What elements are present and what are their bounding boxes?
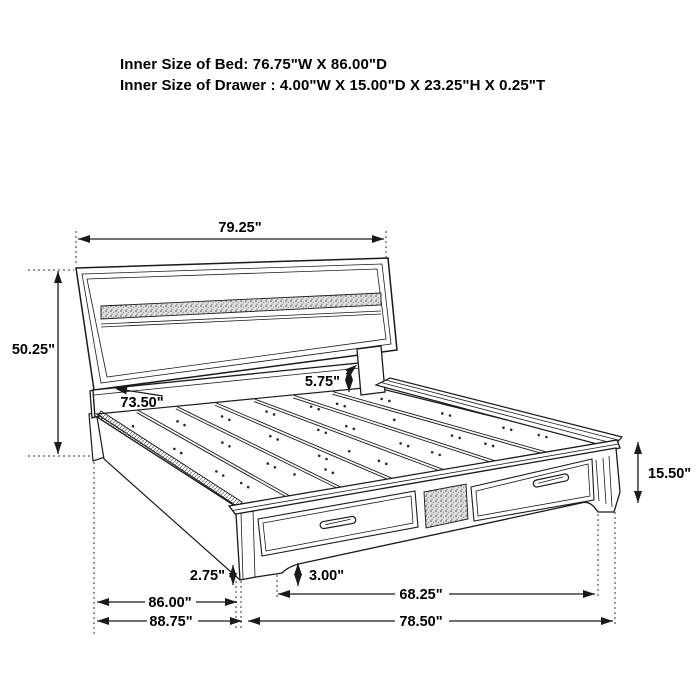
dim-footboard-height (634, 442, 691, 503)
drawer-inner-size-text: Inner Size of Drawer : 4.00"W X 15.00"D X 23.25"H X 0.25"T (120, 77, 546, 94)
headboard-right-post (357, 346, 385, 395)
dim-label-rail-height: 5.75" (304, 374, 340, 390)
bed-inner-size-text: Inner Size of Bed: 76.75"W X 86.00"D (120, 56, 388, 73)
dim-label-footboard-width: 78.50" (399, 614, 443, 630)
dim-label-overall-depth: 88.75" (149, 614, 193, 630)
dim-drawer-rail-span (278, 587, 595, 603)
dim-overall-depth (97, 614, 242, 630)
dim-label-footboard-height: 15.50" (648, 466, 692, 482)
dim-label-inner-rail-length: 73.50" (120, 395, 164, 411)
dim-label-drawer-rail-span: 68.25" (399, 587, 443, 603)
dim-label-headboard-height: 50.25" (11, 342, 55, 358)
dim-platform-depth (97, 595, 237, 611)
dim-label-side-clearance: 2.75" (189, 568, 225, 584)
dim-label-platform-depth: 86.00" (148, 595, 192, 611)
dim-headboard-height (12, 270, 90, 456)
dim-footboard-width (248, 614, 613, 630)
dim-label-foot-height: 3.00" (309, 568, 345, 584)
dim-label-headboard-width: 79.25" (218, 220, 262, 236)
dim-foot-height (294, 563, 344, 586)
